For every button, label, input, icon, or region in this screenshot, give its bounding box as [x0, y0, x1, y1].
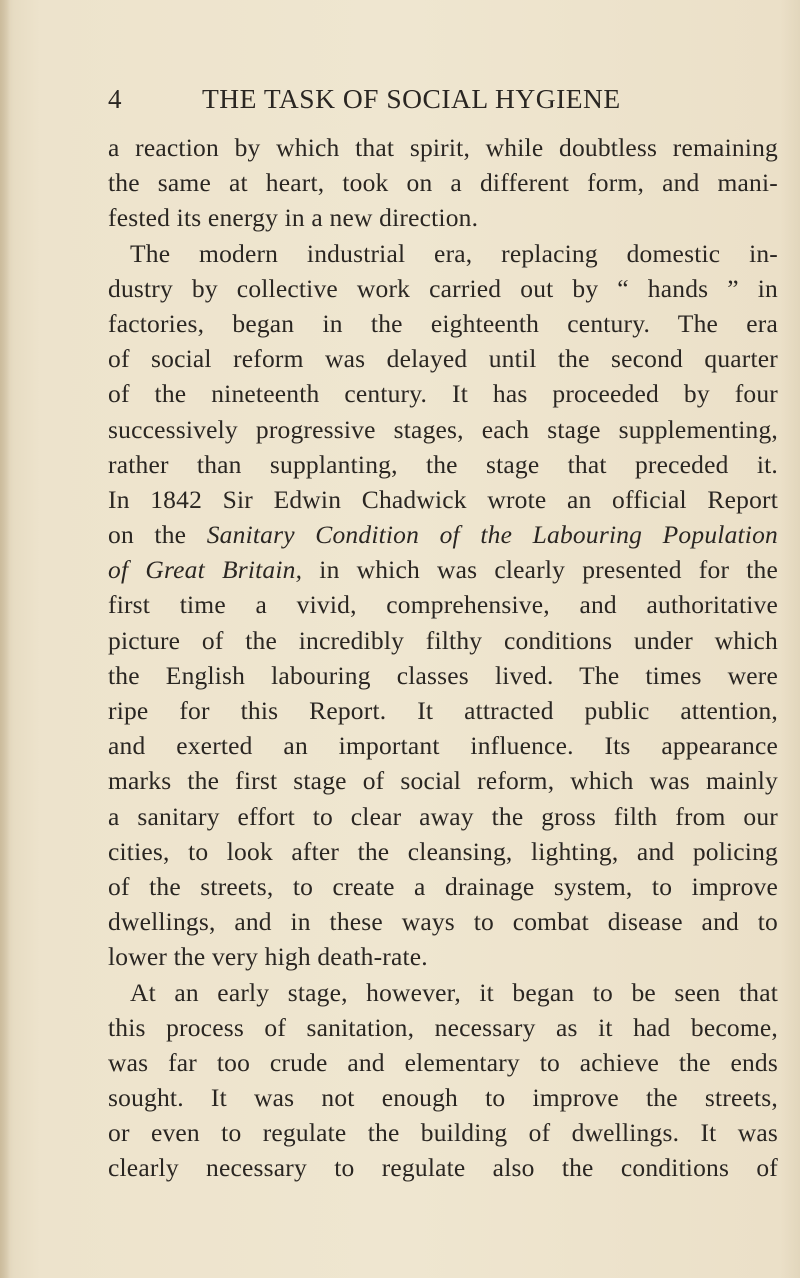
text-line: marks the first stage of social reform, which was mainly: [108, 766, 778, 796]
text-line: cities, to look after the cleansing, lighting, and policing: [108, 836, 778, 866]
text-line: first time a vivid, comprehensive, and authoritative: [108, 590, 778, 620]
text-line: of the nineteenth century. It has proceeded by four: [108, 379, 778, 409]
running-title: THE TASK OF SOCIAL HYGIENE: [202, 83, 621, 114]
text-line: was far too crude and elementary to achieve the ends: [108, 1047, 778, 1077]
text-line: and exerted an important influence. Its appearance: [108, 731, 778, 761]
text-line: In 1842 Sir Edwin Chadwick wrote an official Report: [108, 484, 778, 514]
text-line: dustry by collective work carried out by “ hands ” in: [108, 273, 778, 303]
text-line: a reaction by which that spirit, while doubtless remaining: [108, 133, 778, 162]
text-line: this process of sanitation, necessary as it had become,: [108, 1012, 778, 1042]
text-line: ripe for this Report. It attracted public attention,: [108, 696, 778, 725]
text-line: the English labouring classes lived. The times were: [108, 660, 778, 690]
text-line: of the streets, to create a drainage system, to improve: [108, 871, 778, 901]
text-line: fested its energy in a new direction.: [108, 203, 479, 233]
text-line: successively progressive stages, each stage supplementing,: [108, 414, 778, 444]
page-header: [108, 80, 780, 124]
text-line: sought. It was not enough to improve the streets,: [108, 1083, 778, 1113]
text-line: clearly necessary to regulate also the conditions of: [108, 1153, 778, 1183]
text-line: factories, began in the eighteenth century. The era: [108, 308, 778, 338]
binding-shadow: [0, 0, 10, 1278]
text-line: of social reform was delayed until the second quarter: [108, 344, 778, 374]
text-fragment: on the: [108, 520, 187, 550]
paragraph-start-line: At an early stage, however, it began to be seen that: [130, 977, 778, 1007]
text-line: dwellings, and in these ways to combat disease and to: [108, 907, 778, 937]
page-number: 4: [108, 84, 122, 114]
text-line: the same at heart, took on a different form, and mani-: [108, 168, 778, 198]
report-title-italic-cont: of Great Britain,: [108, 555, 303, 585]
text-line: [108, 552, 778, 587]
text-fragment: in which was clearly presented for the: [319, 555, 778, 585]
text-line: or even to regulate the building of dwellings. It was: [108, 1118, 778, 1148]
body-text: [108, 130, 778, 1186]
report-title-italic: Sanitary Condition of the Labouring Population: [206, 520, 778, 550]
text-line: lower the very high death-rate.: [108, 942, 428, 972]
paragraph-start-line: The modern industrial era, replacing domestic in-: [130, 238, 778, 268]
text-line: rather than supplanting, the stage that preceded it.: [108, 449, 778, 479]
text-line: [108, 517, 778, 552]
text-line: picture of the incredibly filthy conditions under which: [108, 625, 778, 655]
text-line: a sanitary effort to clear away the gross filth from our: [108, 801, 778, 831]
